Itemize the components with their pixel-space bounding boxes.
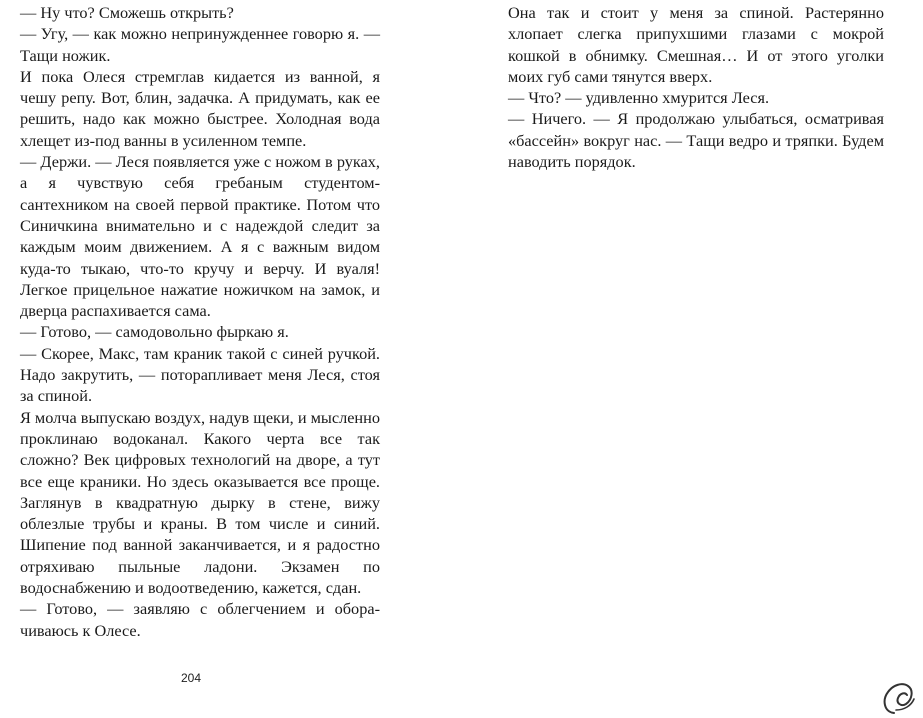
paragraph: — Держи. — Леся появляется уже с ножом в руках, а я чувствую себя гребаным студентом-сантехником на своей первой практике. Потом что Синичкина внимательно и с надеждой следит за каждым моим движением. А я с важным видом куда-то тыкаю, что-то кручу и верчу. И вуаля! Легкое прицельное нажатие ножичком на замок, и дверца распахивается сама.: [20, 152, 380, 321]
paragraph: — Готово, — самодовольно фыркаю я.: [20, 322, 289, 342]
paragraph: И пока Олеся стремглав кидается из ванной, я чешу репу. Вот, блин, задачка. А придумать, как ее решить, надо как можно быстрее. Холодная вода хлещет из-под ванны в усиленном темпе.: [20, 66, 380, 150]
left-page: [20, 0, 380, 641]
paragraph: — Угу, — как можно непринужденнее говорю я. — Тащи ножик.: [20, 24, 380, 65]
paragraph: Я молча выпускаю воздух, надув щеки, и мысленно проклинаю водоканал. Какого черта все так сложно? Век цифровых технологий на дворе, а тут все еще краники. Но здесь оказывается все проще. Заглянув в квадратную дырку в стене, вижу облезлые трубы и краны. В том числе и синий. Шипение под ванной заканчивается, и я радостно отряхиваю пыльные ладони. Экзамен по водоснабжению и водоотведению, кажется, сдан.: [20, 407, 380, 598]
paragraph: — Готово, — заявляю с облегчением и оборачиваюсь к Олесе.: [20, 599, 380, 640]
paragraph: — Скорее, Макс, там краник такой с синей ручкой. Надо закрутить, — поторапливает меня Леся, стоя за спиной.: [20, 343, 380, 406]
paragraph: Она так и стоит у меня за спиной. Растерянно хлопает слегка припухшими глазами с мокрой кошкой в обнимку. Смешная… И от этого уголки моих губ сами тянутся вверх.: [508, 3, 884, 86]
paragraph: — Ничего. — Я продолжаю улыбаться, осматривая «бассейн» вокруг нас. — Тащи ведро и тряпки. Будем наводить порядок.: [508, 109, 884, 172]
page-number: 204: [180, 671, 202, 685]
paperclip-icon: [878, 672, 918, 716]
paragraph: — Что? — удивленно хмурится Леся.: [508, 88, 770, 108]
right-page: [508, 0, 884, 172]
paragraph: — Ну что? Сможешь открыть?: [20, 3, 234, 22]
